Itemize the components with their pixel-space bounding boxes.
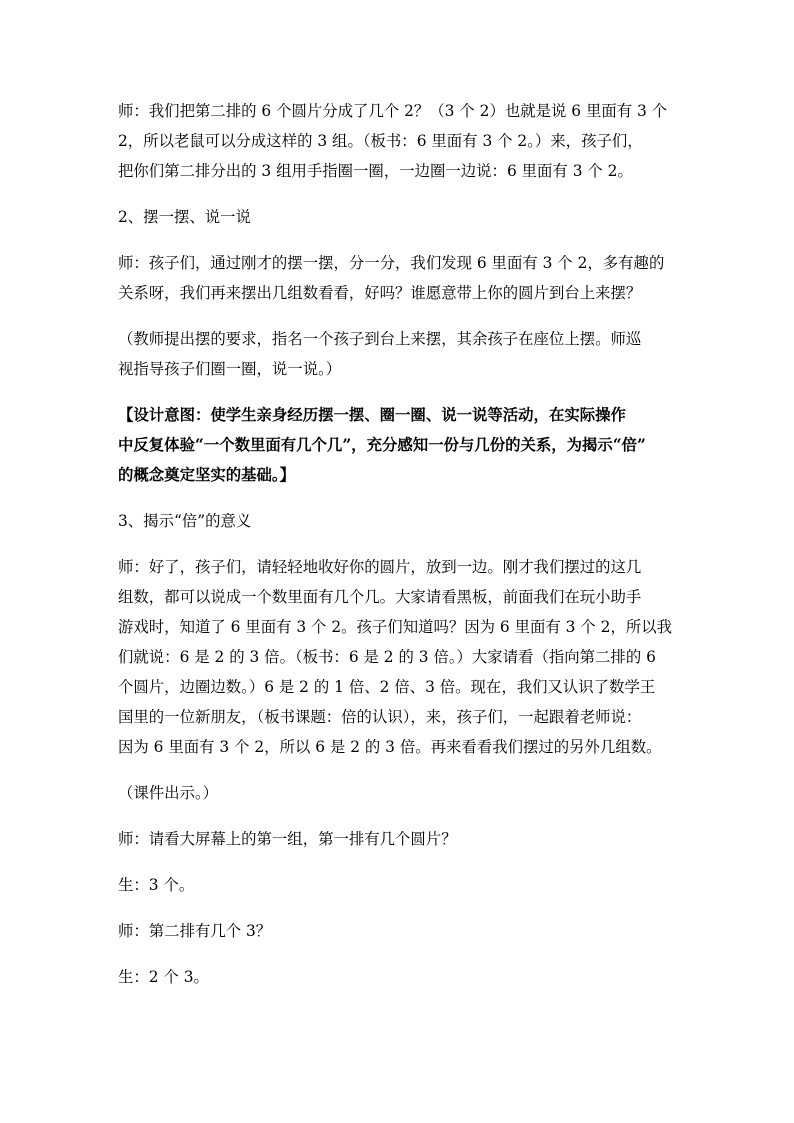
text-line: （课件出示。） (118, 784, 219, 802)
text-line: 组数，都可以说成一个数里面有几个几。大家请看黑板，前面我们在玩小助手 (118, 588, 642, 606)
text-line: 2、摆一摆、说一说 (118, 208, 251, 226)
text-line: 把你们第二排分出的 3 组用手指圈一圈，一边圈一边说：6 里面有 3 个 2。 (118, 162, 633, 180)
paragraph-teacher-arrange (118, 248, 680, 308)
text-line: 视指导孩子们圈一圈，说一说。） (118, 360, 342, 378)
text-line: 2，所以老鼠可以分成这样的 3 组。（板书：6 里面有 3 个 2。）来，孩子们， (118, 132, 643, 150)
text-line: 师：好了，孩子们，请轻轻地收好你的圆片，放到一边。刚才我们摆过的这几 (118, 558, 642, 576)
text-line: 师：第二排有几个 3？ (118, 922, 272, 940)
text-line: 师：请看大屏幕上的第一组，第一排有几个圆片？ (118, 830, 457, 848)
dialogue-teacher-2 (118, 916, 680, 946)
design-intent-note (118, 400, 680, 490)
paragraph-teacher-instructions (118, 324, 680, 384)
dialogue-student-1 (118, 870, 680, 900)
text-line: 因为 6 里面有 3 个 2，所以 6 是 2 的 3 倍。再来看看我们摆过的另外几组数。 (118, 738, 662, 756)
paragraph-courseware-show (118, 778, 680, 808)
dialogue-teacher-1 (118, 824, 680, 854)
text-line: 师：我们把第二排的 6 个圆片分成了几个 2？（3 个 2）也就是说 6 里面有 3 个 (118, 102, 668, 120)
section-heading-2 (118, 202, 680, 232)
section-heading-3 (118, 506, 680, 536)
text-line: 中反复体验“一个数里面有几个几”，充分感知一份与几份的关系，为揭示“倍” (118, 436, 646, 454)
text-line: 游戏时，知道了 6 里面有 3 个 2。孩子们知道吗？因为 6 里面有 3 个 2，所以我 (118, 618, 673, 636)
text-line: 【设计意图：使学生亲身经历摆一摆、圈一圈、说一说等活动，在实际操作 (118, 406, 626, 424)
text-line: 关系呀，我们再来摆出几组数看看，好吗？谁愿意带上你的圆片到台上来摆？ (118, 284, 642, 302)
paragraph-reveal-times (118, 552, 680, 762)
dialogue-student-2 (118, 962, 680, 992)
text-line: 国里的一位新朋友，（板书课题：倍的认识），来，孩子们，一起跟着老师说： (118, 708, 642, 726)
text-line: 3、揭示“倍”的意义 (118, 512, 252, 530)
text-line: 生：3 个。 (118, 876, 195, 894)
text-line: 生：2 个 3。 (118, 968, 209, 986)
text-line: 们就说：6 是 2 的 3 倍。（板书：6 是 2 的 3 倍。）大家请看（指向第二排的 6 (118, 648, 656, 666)
text-line: 个圆片，边圈边数。）6 是 2 的 1 倍、2 倍、3 倍。现在，我们又认识了数学王 (118, 678, 656, 696)
document-body (118, 96, 680, 1008)
text-line: 的概念奠定坚实的基础。】 (118, 466, 295, 484)
text-line: 师：孩子们，通过刚才的摆一摆，分一分，我们发现 6 里面有 3 个 2，多有趣的 (118, 254, 665, 272)
paragraph-teacher-division (118, 96, 680, 186)
text-line: （教师提出摆的要求，指名一个孩子到台上来摆，其余孩子在座位上摆。师巡 (118, 330, 642, 348)
